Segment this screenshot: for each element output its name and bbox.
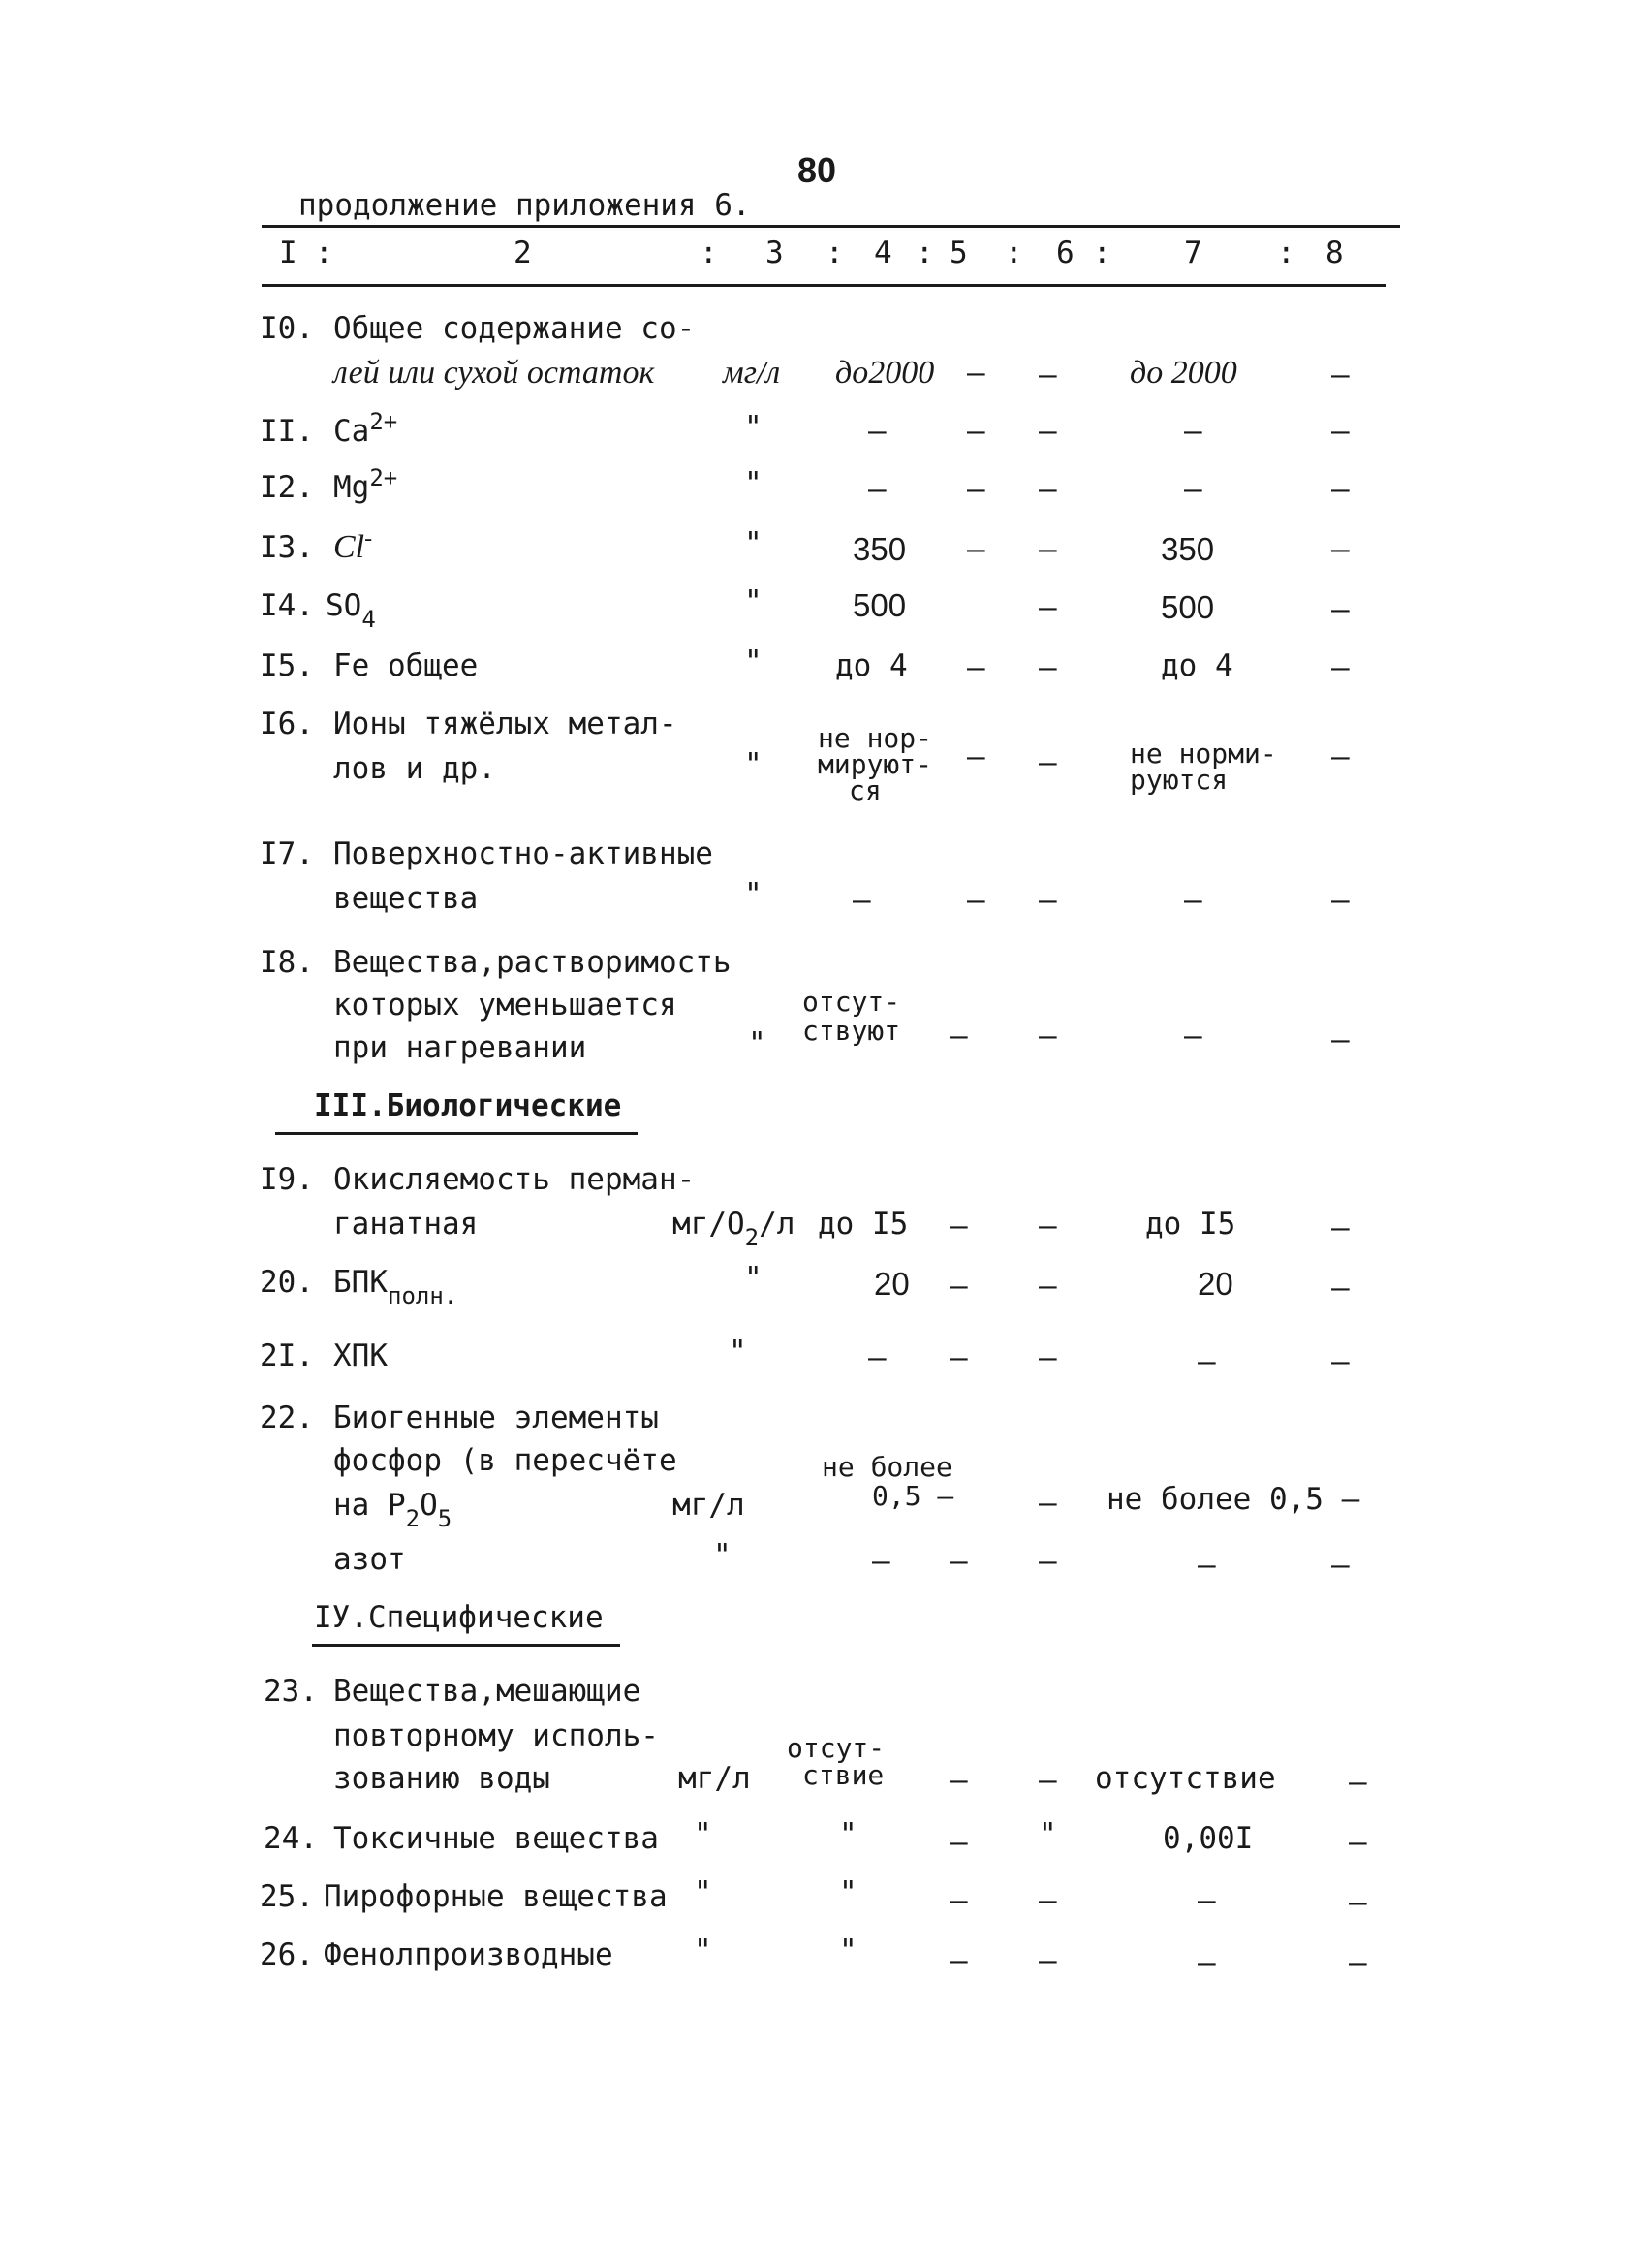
col-1-header: I [279, 236, 297, 270]
dash: – [1039, 1209, 1057, 1243]
formula: $БПК_{полн.}$ [333, 1265, 458, 1309]
dash: – [1198, 1883, 1216, 1918]
dash: – [1198, 1548, 1216, 1583]
dash: – [1039, 1544, 1057, 1579]
row-label: зованию воды [333, 1761, 550, 1796]
dash: – [1331, 592, 1350, 627]
ditto-mark: " [839, 1875, 857, 1910]
dash: – [1039, 1883, 1057, 1918]
cell-value: 20 [1198, 1266, 1233, 1302]
dash: – [967, 414, 985, 449]
row-number: 2I. [260, 1338, 314, 1373]
ditto-mark: " [713, 1538, 732, 1573]
dash: – [1039, 358, 1057, 393]
row-label: лей или сухой остаток [333, 355, 655, 391]
dash: – [1198, 1344, 1216, 1379]
col-4-header: 4 [874, 236, 892, 270]
dash: – [1039, 1943, 1057, 1978]
ditto-mark: " [744, 877, 763, 912]
ditto-mark: " [694, 1875, 712, 1910]
dash: – [1039, 532, 1057, 567]
dash: – [1349, 1885, 1367, 1920]
row-label: ХПК [333, 1338, 388, 1373]
cell-value: 0,00I [1163, 1821, 1254, 1856]
cell-value: не более [822, 1451, 952, 1483]
formula: $Mg^{2+}$ [333, 464, 398, 505]
cell-value: мируют- [818, 748, 933, 780]
dash: – [1331, 1271, 1350, 1306]
cell-value: не норми- [1130, 738, 1277, 770]
ditto-mark: " [694, 1934, 712, 1968]
formula: $SO_4$ [326, 588, 376, 633]
cell-value: 350 [853, 531, 907, 567]
col-sep: : [315, 236, 333, 270]
row-label: Fe общее [333, 648, 479, 683]
row-label: лов и др. [333, 751, 496, 786]
page-number: 80 [797, 150, 837, 190]
dash: – [1198, 1945, 1216, 1980]
ditto-mark: " [748, 1026, 766, 1061]
dash: – [967, 472, 985, 507]
dash: – [1039, 1486, 1057, 1521]
row-number: I9. [260, 1162, 314, 1197]
col-sep: : [1093, 236, 1111, 270]
dash: – [1184, 414, 1202, 449]
header-rule [262, 284, 1386, 287]
dash: – [1331, 1211, 1350, 1245]
row-number: II. [260, 414, 314, 449]
dash: – [1349, 1825, 1367, 1860]
cell-value: до 4 [835, 648, 908, 683]
dash: – [868, 472, 887, 507]
dash: – [1331, 1022, 1350, 1057]
cell-value: отсут- [802, 986, 901, 1018]
row-label: которых уменьшается [333, 988, 677, 1022]
dash: – [967, 356, 985, 391]
col-8-header: 8 [1325, 236, 1344, 270]
dash: – [1349, 1945, 1367, 1980]
row-label: при нагревании [333, 1030, 587, 1065]
cell-value: не более 0,5 – [1107, 1482, 1360, 1517]
row-number: 22. [260, 1400, 314, 1435]
col-2-header: 2 [514, 236, 532, 270]
section-underline [275, 1132, 638, 1135]
dash: – [950, 1763, 968, 1798]
cell-value: отсут- [787, 1732, 886, 1764]
cell-value: до I5 [1145, 1207, 1236, 1242]
section-title: IУ.Специфические [314, 1600, 604, 1635]
dash: – [1184, 472, 1202, 507]
unit: $мг/О_2/л$ [672, 1207, 795, 1251]
dash: – [1039, 1763, 1057, 1798]
dash: – [1331, 1548, 1350, 1583]
ditto-mark: " [744, 1261, 763, 1296]
cell-value: отсутствие [1095, 1761, 1276, 1796]
dash: – [1331, 414, 1350, 449]
section-title: III.Биологические [314, 1088, 622, 1123]
dash: – [1331, 650, 1350, 685]
dash: – [967, 883, 985, 918]
dash: – [1184, 883, 1202, 918]
col-sep: : [1005, 236, 1023, 270]
row-label: ганатная [333, 1207, 479, 1242]
row-number: I6. [260, 707, 314, 741]
cell-value: 350 [1161, 531, 1215, 567]
row-label: Вещества,растворимость [333, 945, 732, 980]
row-label: Ионы тяжёлых метал- [333, 707, 677, 741]
dash: – [868, 1340, 887, 1375]
dash: – [1331, 358, 1350, 393]
unit: мг/л [672, 1488, 745, 1523]
ditto-mark: " [839, 1934, 857, 1968]
formula: $Ca^{2+}$ [333, 408, 398, 449]
row-label: Вещества,мешающие [333, 1674, 641, 1709]
row-number: 25. [260, 1879, 314, 1914]
row-label: Фенолпроизводные [324, 1937, 613, 1972]
ditto-mark: " [729, 1335, 747, 1369]
dash: – [950, 1269, 968, 1304]
dash: – [950, 1340, 968, 1375]
cell-value: до 4 [1161, 648, 1233, 683]
dash: – [967, 532, 985, 567]
row-label: Токсичные вещества [333, 1821, 659, 1856]
ditto-mark: " [744, 747, 763, 782]
col-7-header: 7 [1184, 236, 1202, 270]
dash: – [950, 1825, 968, 1860]
col-5-header: 5 [950, 236, 968, 270]
dash: – [872, 1544, 890, 1579]
dash: – [967, 650, 985, 685]
dash: – [1331, 532, 1350, 567]
dash: – [967, 739, 985, 774]
ditto-mark: " [694, 1817, 712, 1852]
dash: – [1331, 472, 1350, 507]
cell-value: 500 [853, 587, 907, 623]
dash: – [1039, 883, 1057, 918]
row-number: I7. [260, 836, 314, 871]
row-number: I5. [260, 648, 314, 683]
row-number: I4. [260, 588, 314, 623]
dash: – [1039, 472, 1057, 507]
dash: – [950, 1883, 968, 1918]
cell-value: 0,5 – [872, 1480, 954, 1512]
dash: – [1184, 1019, 1202, 1054]
row-label: повторному исполь- [333, 1718, 659, 1753]
row-number: I8. [260, 945, 314, 980]
row-label: Общее содержание со- [333, 311, 696, 346]
dash: – [1331, 883, 1350, 918]
row-number: I0. [260, 311, 314, 346]
cell-value: 500 [1161, 589, 1215, 625]
cell-value: ствие [802, 1759, 885, 1791]
dash: – [868, 414, 887, 449]
dash: – [1039, 590, 1057, 625]
dash: – [1039, 414, 1057, 449]
cell-value: до I5 [818, 1207, 909, 1242]
row-number: I3. [260, 530, 314, 565]
row-label: Поверхностно-активные [333, 836, 713, 871]
row-label: Биогенные элементы [333, 1400, 659, 1435]
row-number: 20. [260, 1265, 314, 1300]
formula: Cl- [333, 526, 373, 565]
cell-value: ся [849, 774, 882, 806]
ditto-mark: " [839, 1817, 857, 1852]
ditto-mark: " [1039, 1817, 1057, 1852]
col-sep: : [826, 236, 844, 270]
cell-value: до 2000 [1130, 355, 1237, 391]
dash: – [1039, 650, 1057, 685]
row-label: Окисляемость перман- [333, 1162, 696, 1197]
row-label: Пирофорные вещества [324, 1879, 668, 1914]
dash: – [950, 1019, 968, 1054]
col-sep: : [1277, 236, 1295, 270]
ditto-mark: " [744, 645, 763, 679]
col-6-header: 6 [1056, 236, 1075, 270]
row-label: азот [333, 1542, 406, 1577]
caption: продолжение приложения 6. [298, 188, 751, 223]
ditto-mark: " [744, 410, 763, 445]
unit: мг/л [723, 355, 781, 391]
dash: – [1039, 1269, 1057, 1304]
cell-value: руются [1130, 764, 1229, 796]
formula: на $P_2O_5$ [333, 1488, 452, 1532]
col-sep: : [916, 236, 934, 270]
col-sep: : [700, 236, 718, 270]
row-number: 24. [264, 1821, 318, 1856]
dash: – [1039, 745, 1057, 780]
dash: – [853, 883, 871, 918]
section-underline [312, 1644, 620, 1647]
cell-value: до2000 [835, 355, 935, 391]
dash: – [950, 1544, 968, 1579]
col-3-header: 3 [765, 236, 784, 270]
cell-value: 20 [874, 1266, 910, 1302]
row-number: I2. [260, 470, 314, 505]
dash: – [950, 1209, 968, 1243]
ditto-mark: " [744, 466, 763, 501]
dash: – [950, 1943, 968, 1978]
row-label: вещества [333, 881, 479, 916]
cell-value: ствуют [802, 1015, 901, 1047]
dash: – [1331, 1344, 1350, 1379]
dash: – [1331, 739, 1350, 774]
row-label: фосфор (в пересчёте [333, 1443, 677, 1478]
ditto-mark: " [744, 526, 763, 561]
dash: – [1039, 1340, 1057, 1375]
unit: мг/л [678, 1761, 751, 1796]
dash: – [1039, 1019, 1057, 1054]
cell-value: не нор- [818, 722, 933, 754]
dash: – [1349, 1765, 1367, 1800]
row-number: 23. [264, 1674, 318, 1709]
top-rule [262, 225, 1400, 228]
ditto-mark: " [744, 584, 763, 619]
row-number: 26. [260, 1937, 314, 1972]
